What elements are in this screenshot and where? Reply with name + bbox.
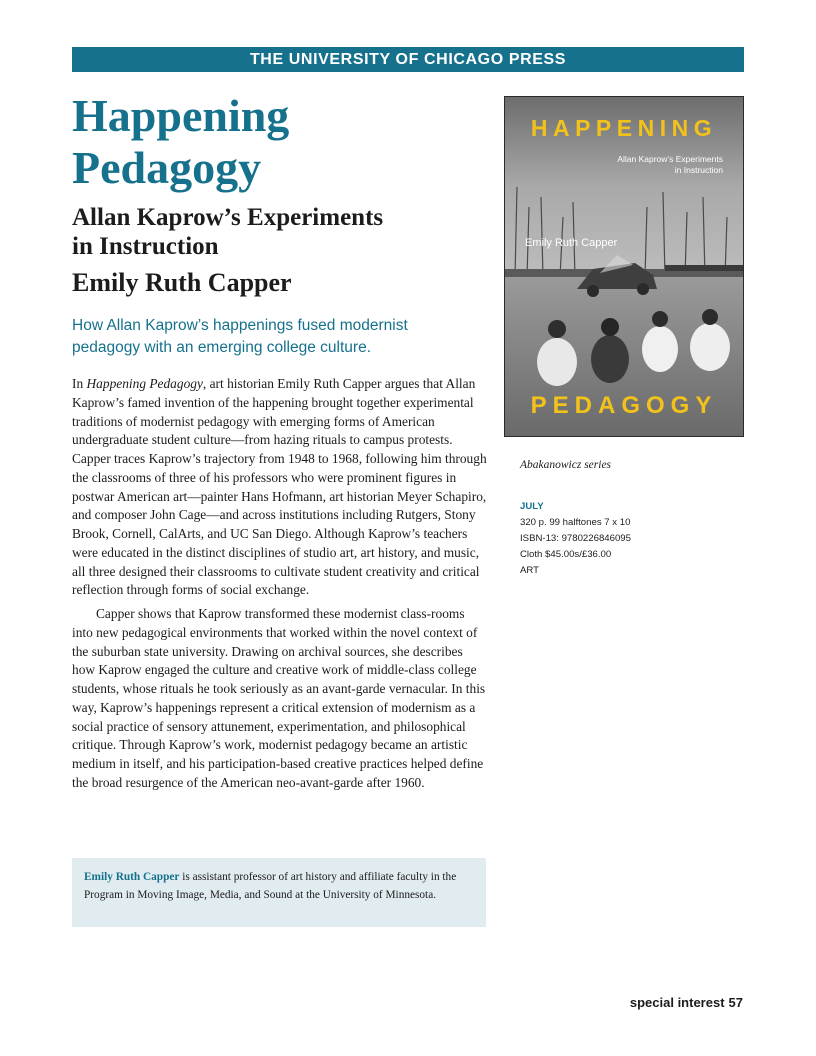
publisher-name: THE UNIVERSITY OF CHICAGO PRESS bbox=[249, 50, 567, 68]
book-description bbox=[72, 375, 487, 793]
page-number: 57 bbox=[728, 995, 743, 1010]
description-paragraph-2: Capper shows that Kaprow transformed these modernist class-rooms into new pedagogical environments that worked within the novel context of the suburban state university. Drawing on archival sources, she describes how Kaprow engaged the culture and creative work of middle-class college students, whose rituals he took seriously as an avant-garde vernacular. In this way, Kaprow’s happenings represent a critical extension of modernism as a social practice of sensory attunement, experimentation, and philosophical critique. Through Kaprow’s work, modernist pedagogy became an artistic medium in itself, and his participation-based creative practices helped define the broad resurgence of the American neo-avant-garde after 1960. bbox=[72, 606, 486, 790]
cover-title-bottom: PEDAGOGY bbox=[530, 392, 718, 419]
book-tagline: How Allan Kaprow’s happenings fused modernist pedagogy with an emerging college culture. bbox=[72, 317, 408, 356]
publication-month: JULY bbox=[520, 501, 544, 512]
book-details bbox=[520, 499, 740, 579]
cover-crowd bbox=[665, 265, 743, 271]
footer-section: special interest bbox=[629, 995, 725, 1010]
book-title-line1: Happening bbox=[72, 90, 290, 141]
book-subject: ART bbox=[520, 565, 540, 576]
series-name: Abakanowicz series bbox=[520, 459, 612, 471]
book-cover bbox=[504, 96, 744, 437]
description-paragraph-1-text: , art historian Emily Ruth Capper argues that Allan Kaprow’s famed invention of the happening brought together experimental traditions of modernist pedagogy with emerging forms of American undergraduate student culture—from hazing rituals to campus protests. Capper traces Kaprow’s trajectory from 1948 to 1968, following him through the classrooms of three of his professors who were prominent figures in postwar American art—painter Hans Hofmann, art historian Meyer Schapiro, and composer John Cage—and across institutions including Rutgers, Stony Brook, Cornell, CalArts, and UC San Diego. Although Kaprow’s teachers were educated in the distinct disciplines of studio art, art history, and music, all three designed their classrooms to cultivate student creativity and critical reflection through forms of social exchange. bbox=[72, 376, 487, 598]
publisher-banner bbox=[72, 47, 744, 72]
description-title-italic: Happening Pedagogy bbox=[86, 376, 203, 391]
cover-subtitle bbox=[583, 154, 723, 176]
book-author: Emily Ruth Capper bbox=[72, 268, 292, 297]
author-bio-box bbox=[72, 858, 486, 927]
bio-text: is assistant professor of art history and affiliate faculty in the Program in Moving Image, Media, and Sound at the University of Minnesota. bbox=[84, 871, 457, 901]
book-subtitle-line2: in Instruction bbox=[72, 233, 219, 260]
book-price: Cloth $45.00s/£36.00 bbox=[520, 549, 612, 560]
cover-subtitle-line2: in Instruction bbox=[674, 165, 723, 175]
page-footer bbox=[630, 995, 743, 1010]
cover-subtitle-line1: Allan Kaprow’s Experiments bbox=[617, 154, 723, 164]
bio-author-name: Emily Ruth Capper bbox=[84, 871, 180, 883]
book-format: 320 p. 99 halftones 7 x 10 bbox=[520, 517, 631, 528]
book-subtitle bbox=[72, 203, 492, 261]
cover-title-top: HAPPENING bbox=[530, 115, 718, 141]
description-intro: In bbox=[72, 376, 87, 391]
book-title bbox=[72, 90, 492, 194]
book-isbn: ISBN-13: 9780226846095 bbox=[520, 533, 631, 544]
description-paragraph-1 bbox=[72, 375, 487, 600]
book-title-line2: Pedagogy bbox=[72, 142, 262, 193]
cover-author: Emily Ruth Capper bbox=[525, 237, 618, 249]
book-subtitle-line1: Allan Kaprow’s Experiments bbox=[72, 204, 384, 231]
cover-photo bbox=[505, 97, 743, 436]
